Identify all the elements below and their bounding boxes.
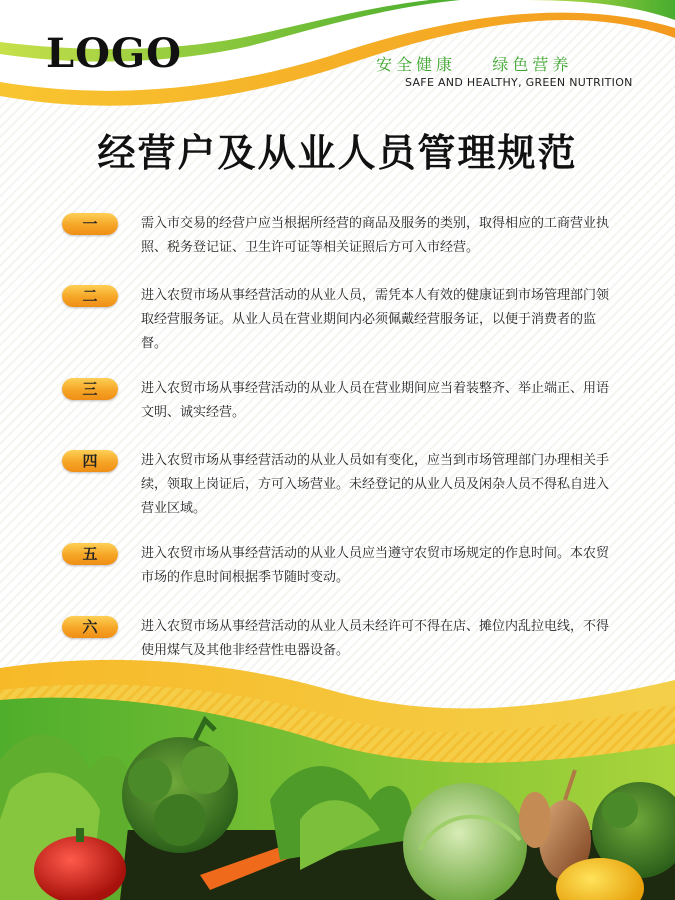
rule-text: 进入农贸市场从事经营活动的从业人员应当遵守农贸市场规定的作息时间。本农贸市场的作息时间根据季节随时变动。 — [141, 546, 610, 585]
slogan-english: SAFE AND HEALTHY, GREEN NUTRITION — [405, 76, 633, 89]
logo: LOGO — [46, 30, 182, 77]
vegetables-image — [0, 700, 675, 900]
page-title: 经营户及从业人员管理规范 — [97, 131, 578, 175]
rule-number-badge: 一 — [62, 213, 118, 235]
rule-number-badge: 四 — [62, 450, 118, 472]
rule-number-badge: 五 — [62, 543, 118, 565]
rule-text: 需入市交易的经营户应当根据所经营的商品及服务的类别，取得相应的工商营业执照、税务登记证、卫生许可证等相关证照后方可入市经营。 — [141, 216, 610, 255]
rule-number-badge: 六 — [62, 616, 118, 638]
rule-text: 进入农贸市场从事经营活动的从业人员，需凭本人有效的健康证到市场管理部门领取经营服务证。从业人员在营业期间内必须佩戴经营服务证，以便于消费者的监督。 — [141, 288, 610, 351]
rule-number-badge: 二 — [62, 285, 118, 307]
rule-text: 进入农贸市场从事经营活动的从业人员如有变化，应当到市场管理部门办理相关手续，领取上岗证后，方可入场营业。未经登记的从业人员及闲杂人员不得私自进入营业区域。 — [141, 453, 610, 516]
slogan-chinese: 安全健康 绿色营养 — [376, 55, 573, 74]
rule-text: 进入农贸市场从事经营活动的从业人员未经许可不得在店、摊位内乱拉电线，不得使用煤气及其他非经营性电器设备。 — [141, 619, 610, 658]
rule-text: 进入农贸市场从事经营活动的从业人员在营业期间应当着装整齐、举止端正、用语文明、诚实经营。 — [141, 381, 610, 420]
rule-number-badge: 三 — [62, 378, 118, 400]
